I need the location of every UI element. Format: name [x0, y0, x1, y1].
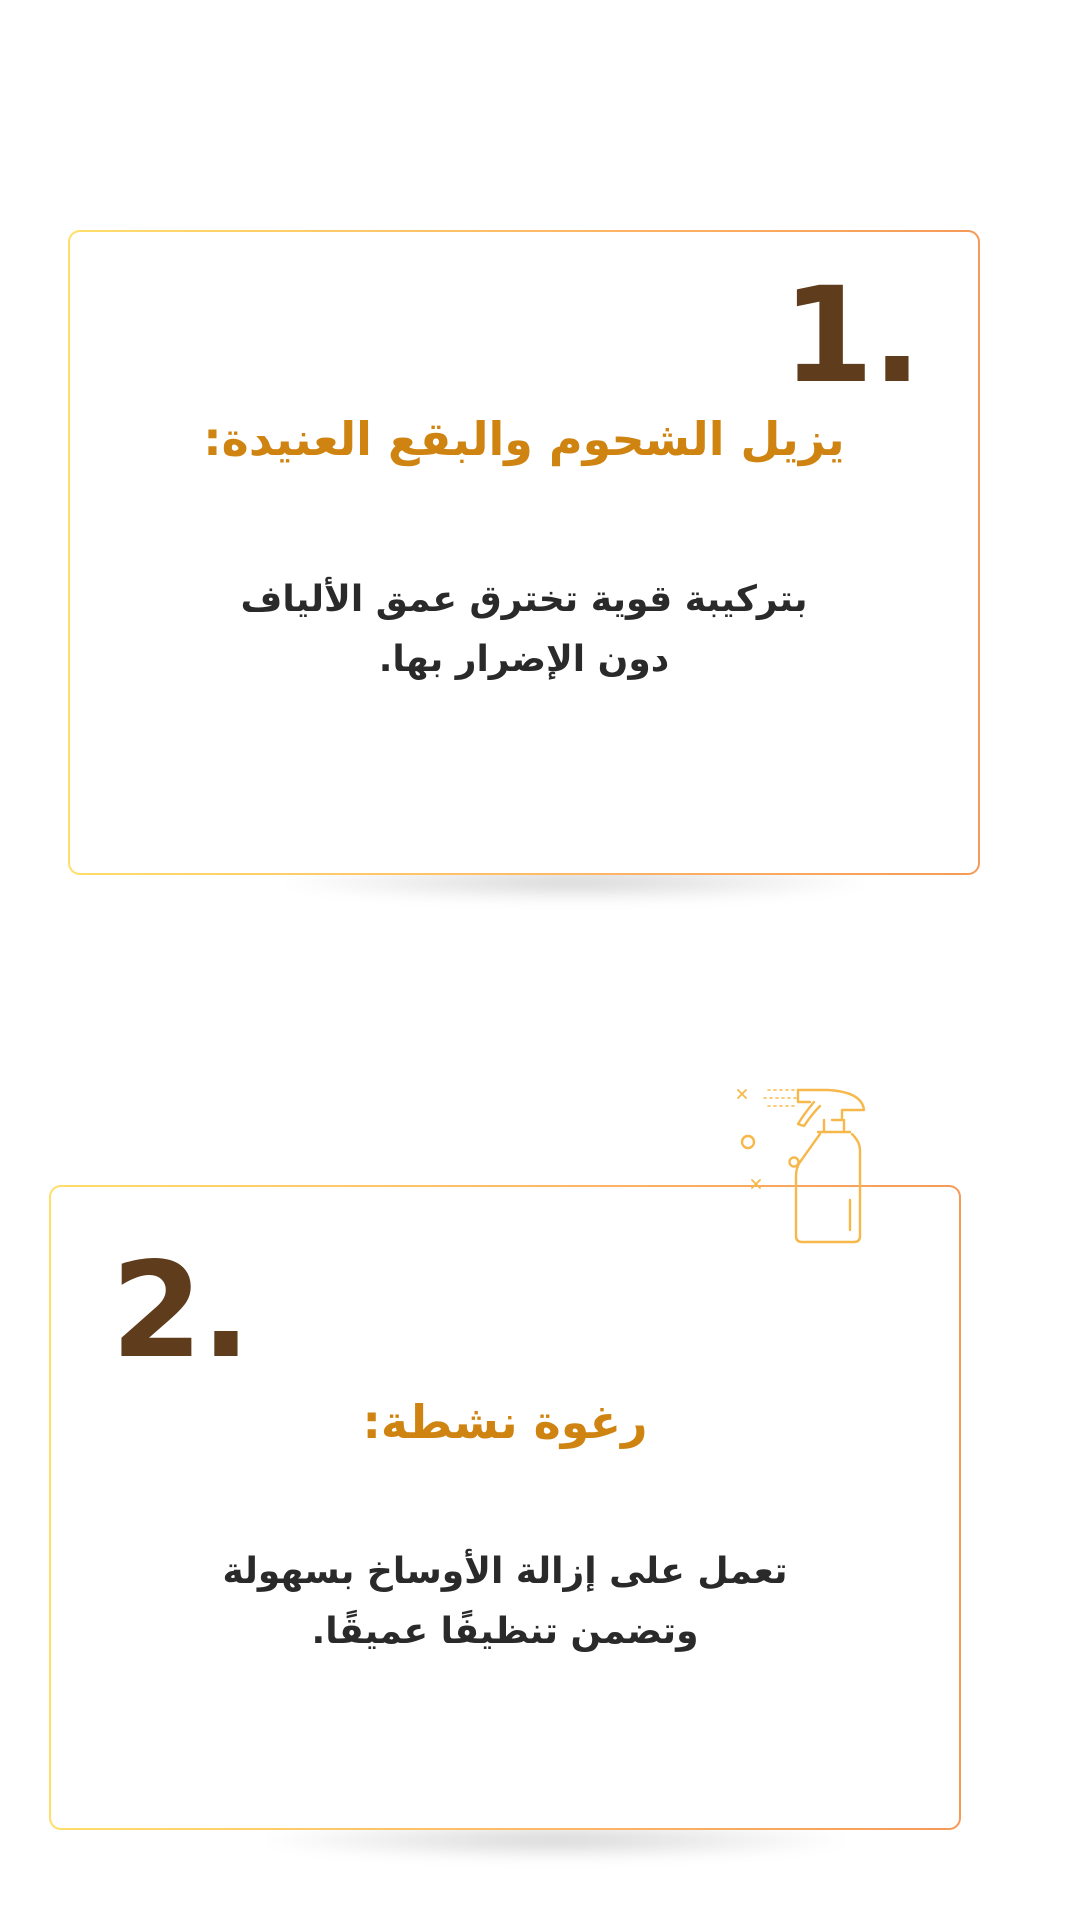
feature-description: تعمل على إزالة الأوساخ بسهولة وتضمن تنظيفًا عميقًا. — [222, 1551, 788, 1652]
spray-bottle-icon — [730, 1080, 880, 1250]
feature-title: رغوة نشطة: — [362, 1395, 648, 1449]
feature-card-1 — [68, 230, 980, 875]
feature-number: 1. — [782, 259, 920, 413]
feature-card-2 — [49, 1185, 961, 1830]
feature-title: يزيل الشحوم والبقع العنيدة: — [203, 412, 845, 466]
feature-description: بتركيبة قوية تخترق عمق الألياف دون الإضرار بها. — [240, 579, 808, 680]
feature-number: 2. — [111, 1234, 249, 1388]
